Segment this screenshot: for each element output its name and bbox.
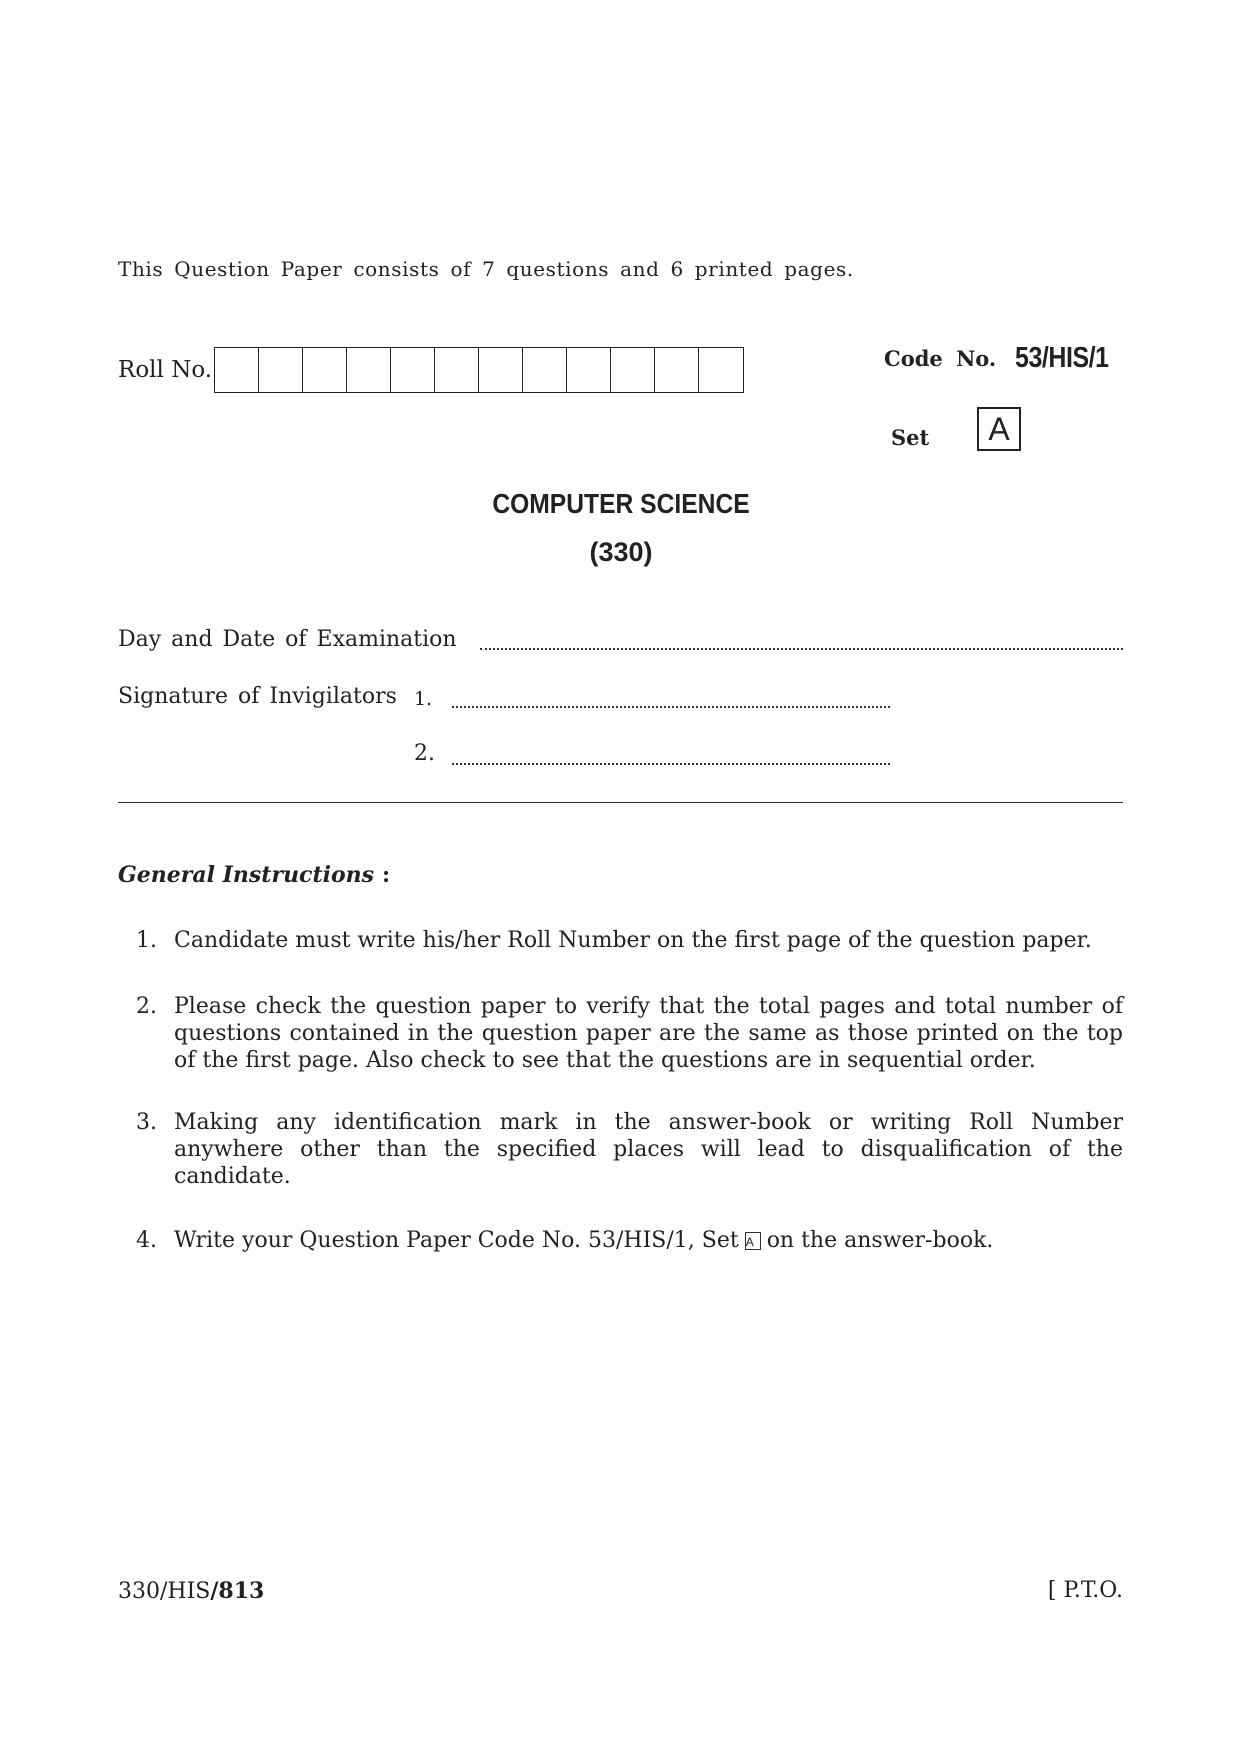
instructions-heading — [118, 862, 390, 888]
roll-number-boxes[interactable] — [214, 347, 744, 393]
instruction-item — [136, 993, 1123, 1074]
instruction-text — [174, 1227, 1123, 1254]
paper-info-line: This Question Paper consists of 7 questions and 6 printed pages. — [118, 257, 854, 281]
instruction-number: 1. — [136, 928, 157, 953]
roll-number-box[interactable] — [567, 348, 611, 392]
footer-code-prefix: 330/HIS — [118, 1579, 211, 1604]
exam-date-dotted-line[interactable] — [480, 648, 1123, 650]
instruction-item — [136, 1109, 1123, 1190]
roll-number-box[interactable] — [391, 348, 435, 392]
roll-number-box[interactable] — [259, 348, 303, 392]
instruction-text-before: Write your Question Paper Code No. 53/HIS/1, Set — [174, 1228, 739, 1253]
invigilator-2-dotted-line[interactable] — [452, 763, 890, 765]
instruction-number: 3. — [136, 1110, 157, 1135]
footer-code-suffix: /813 — [210, 1578, 265, 1604]
roll-number-box[interactable] — [479, 348, 523, 392]
exam-date-label: Day and Date of Examination — [118, 627, 457, 652]
instructions-heading-text: General Instructions — [118, 862, 375, 888]
roll-number-box[interactable] — [215, 348, 259, 392]
invigilator-1-dotted-line[interactable] — [452, 706, 890, 708]
instruction-text-after: on the answer-book. — [766, 1228, 994, 1253]
invigilators-label: Signature of Invigilators — [118, 684, 397, 709]
divider — [118, 802, 1123, 803]
instruction-text: Please check the question paper to verify that the total pages and total number of questions contained in the question paper are the same as those printed on the top of the first page. Also check to see that the questions are in sequential order. — [174, 994, 1123, 1073]
instruction-number: 2. — [136, 994, 157, 1019]
instruction-number: 4. — [136, 1228, 157, 1253]
roll-number-box[interactable] — [611, 348, 655, 392]
instruction-item — [136, 927, 1123, 954]
instruction-text: Making any identification mark in the answer-book or writing Roll Number anywhere other than the specified places will lead to disqualification of the candidate. — [174, 1110, 1123, 1189]
code-label: Code No. — [884, 346, 997, 371]
invigilator-2-number: 2. — [414, 741, 435, 766]
roll-number-box[interactable] — [303, 348, 347, 392]
roll-number-box[interactable] — [523, 348, 567, 392]
code-value: 53/HIS/1 — [1015, 342, 1109, 374]
roll-number-box[interactable] — [699, 348, 743, 392]
inline-set-box: A — [745, 1232, 761, 1250]
instructions-heading-colon: : — [382, 862, 391, 888]
subject-code: (330) — [589, 537, 653, 567]
subject-title: COMPUTER SCIENCE — [492, 488, 750, 519]
set-label: Set — [891, 425, 930, 450]
footer-pto: [ P.T.O. — [1047, 1578, 1123, 1603]
instruction-text: Candidate must write his/her Roll Number on the first page of the question paper. — [174, 928, 1092, 953]
roll-number-label: Roll No. — [118, 357, 213, 383]
invigilator-1-number: 1. — [414, 688, 433, 710]
footer-paper-code — [118, 1578, 264, 1604]
roll-number-box[interactable] — [435, 348, 479, 392]
roll-number-box[interactable] — [347, 348, 391, 392]
set-box: A — [977, 407, 1021, 451]
instruction-item — [136, 1227, 1123, 1254]
roll-number-box[interactable] — [655, 348, 699, 392]
